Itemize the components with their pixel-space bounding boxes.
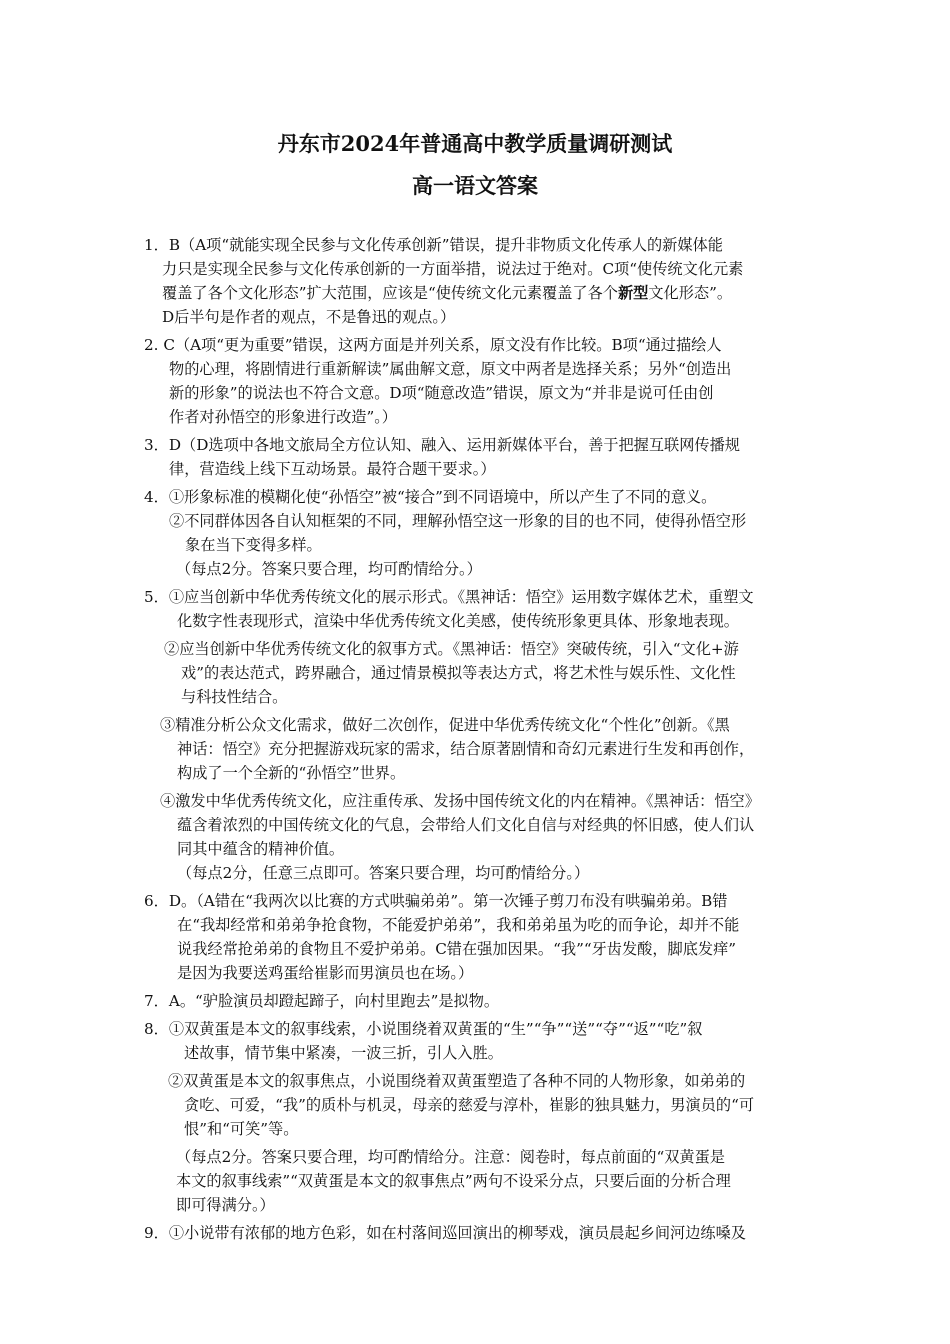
answer-line: 戏”的表达范式，跨界融合，通过情景模拟等表达方式，将艺术性与娱乐性、文化性 — [181, 664, 736, 682]
answer-line: 贪吃、可爱，“我”的质朴与机灵，母亲的慈爱与淳朴，崔影的独具魅力，男演员的“可 — [184, 1096, 755, 1114]
answer-line: 同其中蕴含的精神价值。 — [177, 840, 345, 858]
answer-line: 构成了一个全新的“孙悟空”世界。 — [177, 764, 406, 782]
answer-line: 是因为我要送鸡蛋给崔影而男演员也在场。） — [177, 964, 474, 982]
answer-line: 5．①应当创新中华优秀传统文化的展示形式。《黑神话：悟空》运用数字媒体艺术，重塑文 — [144, 588, 754, 606]
answer-line: ②不同群体因各自认知框架的不同，理解孙悟空这一形象的目的也不同，使得孙悟空形 — [169, 512, 747, 530]
answer-line: 6．D。（A错在“我两次以比赛的方式哄骗弟弟”。第一次锤子剪刀布没有哄骗弟弟。B错 — [144, 892, 728, 910]
answer-line: 2. C（A项“更为重要”错误，这两方面是并列关系，原文没有作比较。B项“通过描绘人 — [144, 336, 722, 354]
emphasis-text: 新型 — [617, 284, 649, 302]
answer-line: 述故事，情节集中紧凑，一波三折，引人入胜。 — [184, 1044, 503, 1062]
answer-line: ④激发中华优秀传统文化，应注重传承、发扬中国传统文化的内在精神。《黑神话：悟空》 — [160, 792, 760, 810]
answer-line: 说我经常抢弟弟的食物且不爱护弟弟。C错在强加因果。“我”“牙齿发酸，脚底发痒” — [177, 940, 737, 958]
answer-line: （每点2分。答案只要合理，均可酌情给分。注意：阅卷时，每点前面的“双黄蛋是 — [176, 1148, 725, 1166]
answer-line: ②双黄蛋是本文的叙事焦点，小说围绕着双黄蛋塑造了各种不同的人物形象，如弟弟的 — [168, 1072, 746, 1090]
answer-line: 力只是实现全民参与文化传承创新的一方面举措，说法过于绝对。C项“使传统文化元素 — [162, 260, 744, 278]
answer-line: 本文的叙事线索”“双黄蛋是本文的叙事焦点”两句不设采分点，只要后面的分析合理 — [176, 1172, 731, 1190]
answer-line: 新的形象”的说法也不符合文意。D项“随意改造”错误，原文为“并非是说可任由创 — [169, 384, 714, 402]
answer-line: 蕴含着浓烈的中国传统文化的气息，会带给人们文化自信与对经典的怀旧感，使人们认 — [177, 816, 755, 834]
answer-line — [162, 281, 732, 305]
answer-line: 物的心理，将剧情进行重新解读”属曲解文意，原文中两者是选择关系；另外“创造出 — [169, 360, 732, 378]
answer-line: ②应当创新中华优秀传统文化的叙事方式。《黑神话：悟空》突破传统，引入“文化+游 — [164, 640, 739, 658]
answer-line: 作者对孙悟空的形象进行改造”。） — [169, 408, 397, 426]
answer-line: 化数字性表现形式，渲染中华优秀传统文化美感，使传统形象更具体、形象地表现。 — [177, 612, 739, 630]
answer-line: 9．①小说带有浓郁的地方色彩，如在村落间巡回演出的柳琴戏，演员晨起乡间河边练嗓及 — [144, 1224, 746, 1242]
answer-line: 律，营造线上线下互动场景。最符合题干要求。） — [169, 460, 496, 478]
answer-line: 3．D（D选项中各地文旅局全方位认知、融入、运用新媒体平台，善于把握互联网传播规 — [144, 436, 740, 454]
answer-line: （每点2分，任意三点即可。答案只要合理，均可酌情给分。） — [177, 864, 590, 882]
answer-line: 4．①形象标准的模糊化使“孙悟空”被“接合”到不同语境中，所以产生了不同的意义。 — [144, 488, 717, 506]
answer-line: 8．①双黄蛋是本文的叙事线索，小说围绕着双黄蛋的“生”“争”“送”“夺”“返”“吃”叙 — [144, 1020, 703, 1038]
answer-line: 与科技性结合。 — [181, 688, 288, 706]
page-subtitle: 高一语文答案 — [412, 173, 538, 198]
answer-text: 文化形态”。 — [648, 284, 733, 302]
answer-text: 覆盖了各个文化形态”扩大范围，应该是“使传统文化元素覆盖了各个 — [162, 284, 618, 302]
answer-line: 7．A。“驴脸演员却蹬起蹄子，向村里跑去”是拟物。 — [144, 992, 500, 1010]
answer-line: 在“我却经常和弟弟争抢食物，不能爱护弟弟”，我和弟弟虽为吃的而争论，却并不能 — [177, 916, 740, 934]
answer-line: 1．B（A项“就能实现全民参与文化传承创新”错误，提升非物质文化传承人的新媒体能 — [144, 236, 723, 254]
answer-line: 象在当下变得多样。 — [185, 536, 322, 554]
page-title: 丹东市2024年普通高中教学质量调研测试 — [277, 131, 673, 156]
answer-line: （每点2分。答案只要合理，均可酌情给分。） — [176, 560, 482, 578]
answer-line: D后半句是作者的观点，不是鲁迅的观点。） — [162, 308, 456, 326]
answer-line: 即可得满分。） — [176, 1196, 275, 1214]
answer-line: ③精准分析公众文化需求，做好二次创作，促进中华优秀传统文化“个性化”创新。《黑 — [160, 716, 730, 734]
answer-line: 神话：悟空》充分把握游戏玩家的需求，结合原著剧情和奇幻元素进行生发和再创作， — [177, 740, 755, 758]
answer-line: 恨”和“可笑”等。 — [184, 1120, 299, 1138]
